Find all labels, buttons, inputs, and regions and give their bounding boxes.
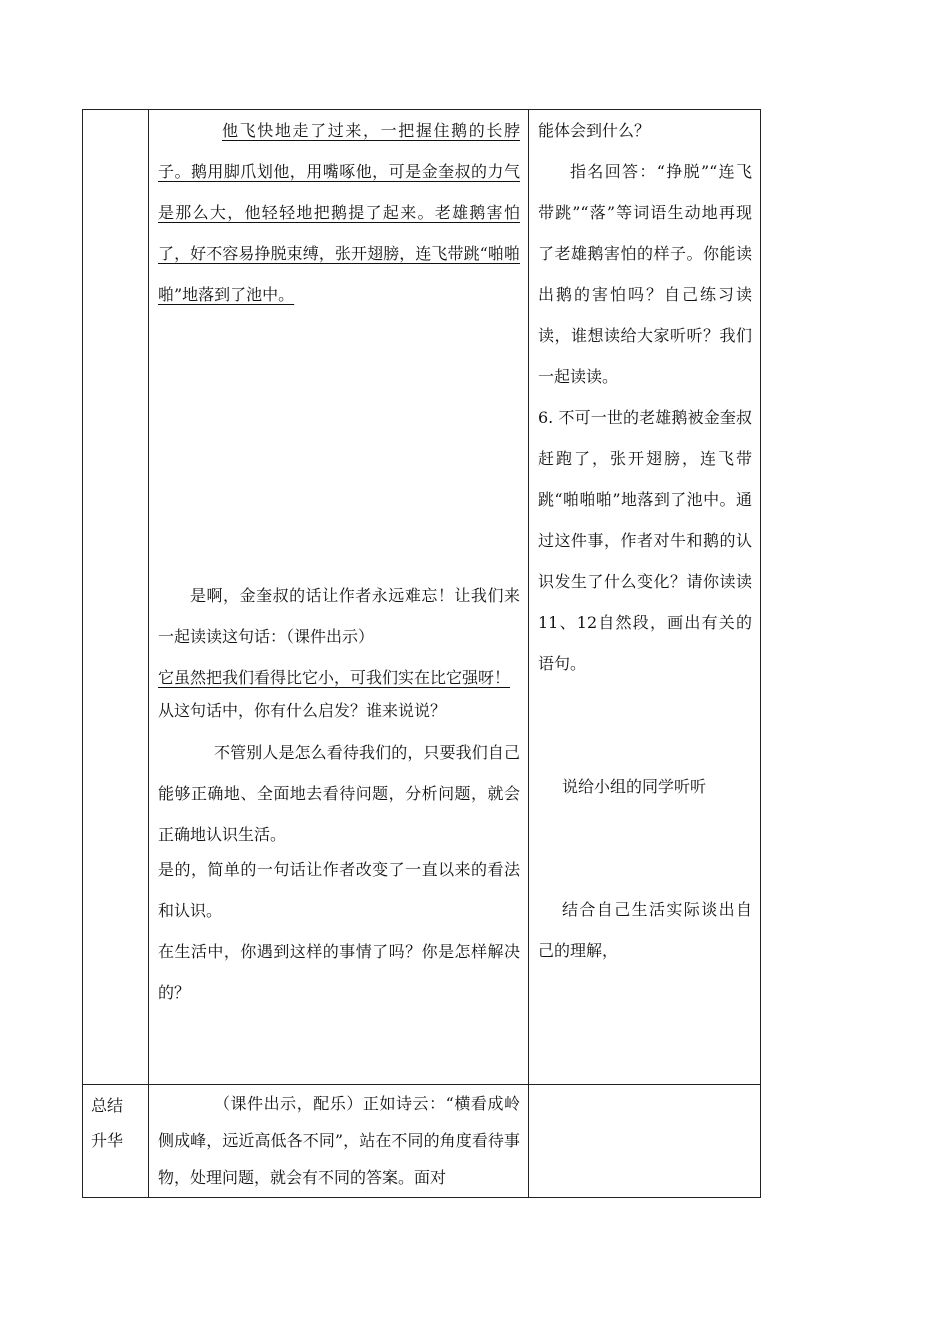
student-answer: 指名回答：“挣脱”“连飞带跳”“落”等词语生动地再现了老雄鹅害怕的样子。你能读出鹅的害怕吗？自己练习读读，谁想读给大家听听？我们一起读读。 (538, 162, 752, 386)
stage-label-line-2: 升华 (91, 1131, 124, 1150)
table-row (83, 110, 761, 1085)
summary-text: （课件出示，配乐）正如诗云：“横看成岭侧成峰，远近高低各不同”，站在不同的角度看待事物，处理问题，就会有不同的答案。面对 (158, 1094, 520, 1187)
teacher-activity-cell (149, 110, 529, 1085)
spacer (158, 315, 520, 575)
question-text: 从这句话中，你有什么启发？谁来说说？ (158, 701, 447, 720)
quote-text (158, 657, 520, 698)
teacher-activity-cell (149, 1085, 529, 1198)
passage-underlined: 他飞快地走了过来，一把握住鹅的长脖子。鹅用脚爪划他，用嘴啄他，可是金奎叔的力气是那么大，他轻轻地把鹅提了起来。老雄鹅害怕了，好不容易挣脱束缚，张开翅膀，连飞带跳“啪啪啪”地落到了池中。 (158, 121, 520, 304)
student-activity-cell (529, 1085, 761, 1198)
table-row (83, 1085, 761, 1198)
comment-text: 是的，简单的一句话让作者改变了一直以来的看法和认识。 (158, 860, 520, 920)
stage-label-cell (83, 1085, 149, 1198)
passage-text (158, 110, 520, 315)
lesson-plan-table (82, 109, 761, 1198)
spacer (538, 807, 752, 889)
student-activity-cell (529, 110, 761, 1085)
life-understanding-text: 结合自己生活实际谈出自己的理解， (538, 900, 752, 960)
stage-label-cell (83, 110, 149, 1085)
life-question-text: 在生活中，你遇到这样的事情了吗？你是怎样解决的？ (158, 942, 520, 1002)
stage-label-line-1: 总结 (91, 1096, 124, 1115)
student-item-6: 6. 不可一世的老雄鹅被金奎叔赶跑了，张开翅膀，连飞带跳“啪啪啪”地落到了池中。通过这件事，作者对牛和鹅的认识发生了什么变化？请你读读11、12自然段，画出有关的语句。 (538, 408, 752, 673)
quote-underlined: 它虽然把我们看得比它小，可我们实在比它强呀！ (158, 668, 511, 687)
intro-text: 是啊，金奎叔的话让作者永远难忘！让我们来一起读读这句话：（课件出示） (158, 586, 520, 646)
group-sharing-text: 说给小组的同学听听 (562, 777, 707, 796)
student-line: 能体会到什么？ (538, 121, 651, 140)
spacer (538, 684, 752, 766)
answer-text: 不管别人是怎么看待我们的，只要我们自己能够正确地、全面地去看待问题，分析问题，就会正确地认识生活。 (158, 743, 520, 844)
